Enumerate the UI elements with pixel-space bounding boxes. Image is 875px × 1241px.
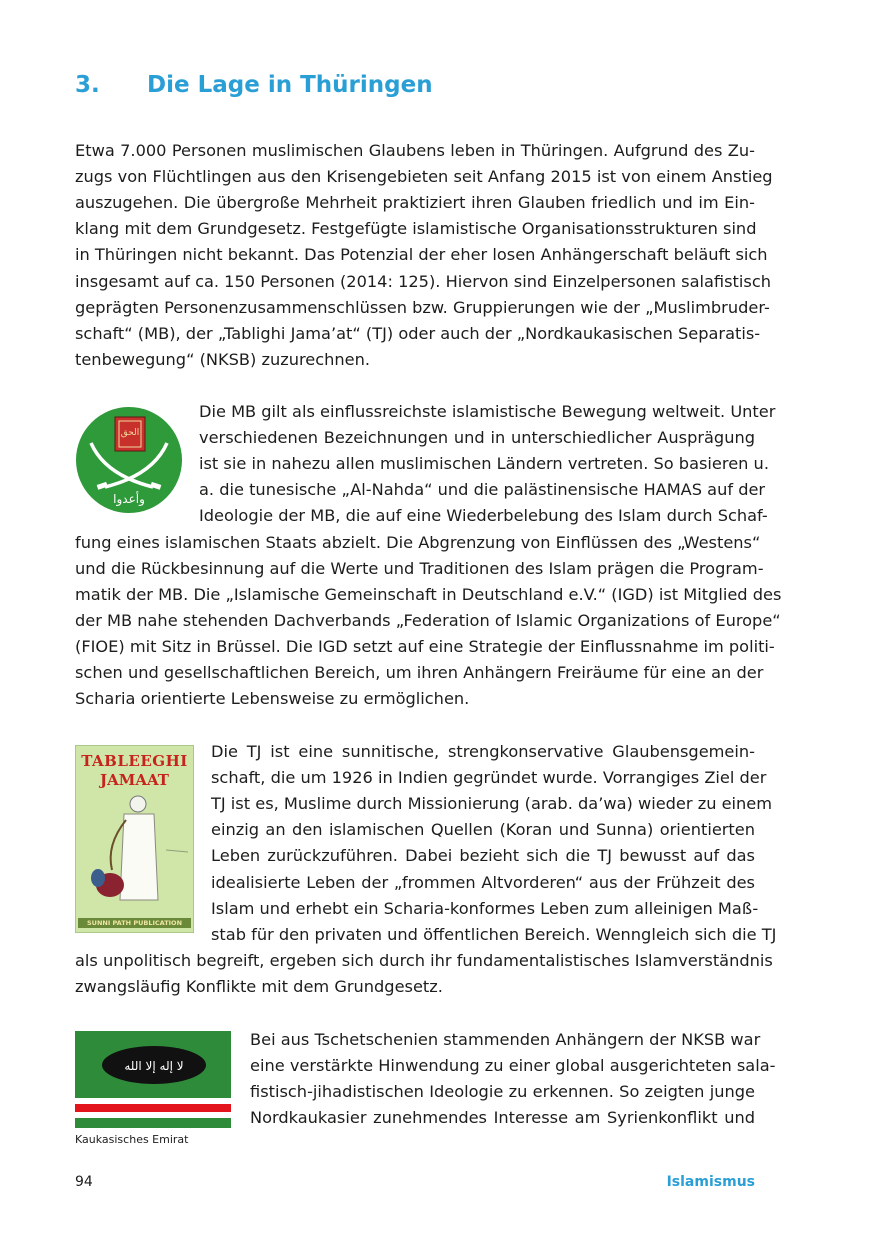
text-line: Scharia orientierte Lebensweise zu ermöglichen. [75,689,470,709]
text-line: zwangsläufig Konflikte mit dem Grundgesetz. [75,976,443,996]
text-line: eine verstärkte Hinwendung zu einer global ausgerichteten sala- [250,1056,776,1076]
text-line: matik der MB. Die „Islamische Gemeinschaft in Deutschland e.V.“ (IGD) ist Mitglied des [75,584,782,604]
image-caption: Kaukasisches Emirat [75,1133,189,1146]
text-line: a. die tunesische „Al-Nahda“ und die palästinensische HAMAS auf der [199,480,766,500]
text-line: Die TJ ist eine sunnitische, strengkonservative Glaubensgemein- [211,742,755,761]
text-line: Nordkaukasier zunehmendes Interesse am Syrienkonflikt und [250,1108,755,1128]
text-line: tenbewegung“ (NKSB) zuzurechnen. [75,349,371,369]
text-line: insgesamt auf ca. 150 Personen (2014: 125). Hiervon sind Einzelpersonen salafistisch [75,271,771,291]
text-line: fistisch-jihadistischen Ideologie zu erkennen. So zeigten junge [250,1082,755,1102]
text-line: einzig an den islamischen Quellen (Koran und Sunna) orientierten [211,820,755,840]
section-number: 3. [75,72,100,98]
text-line: ist sie in nahezu allen muslimischen Ländern vertreten. So basieren u. [199,454,769,474]
text-line: schen und gesellschaftlichen Bereich, um ihren Anhängern Freiräume für eine an der [75,663,764,682]
cover-title-line1: TABLEEGHI [81,752,188,770]
section-title: Die Lage in Thüringen [147,72,433,98]
text-line: klang mit dem Grundgesetz. Festgefügte islamistische Organisationsstrukturen sind [75,219,757,239]
text-line: zugs von Flüchtlingen aus den Krisengebieten seit Anfang 2015 ist von einem Anstieg [75,167,773,187]
tablighi-jamaat-book-cover [75,745,194,933]
caucasus-emirate-flag [75,1031,231,1128]
cover-title-line2: JAMAAT [100,771,169,789]
text-line: schaft“ (MB), der „Tablighi Jama’at“ (TJ) oder auch der „Nordkaukasischen Separatis- [75,323,761,343]
text-line: Die MB gilt als einflussreichste islamistische Bewegung weltweit. Unter [199,402,776,421]
text-line: Islam und erhebt ein Scharia-konformes Leben zum alleinigen Maß- [211,898,759,918]
section-heading [75,72,433,98]
text-line: als unpolitisch begreift, ergeben sich durch ihr fundamentalistisches Islamverständnis [75,950,773,970]
cover-figure-illustration [76,790,193,914]
page-number: 94 [75,1174,93,1190]
muslim-brotherhood-emblem [75,405,183,515]
text-line: Leben zurückzuführen. Dabei bezieht sich die TJ bewusst auf das [211,846,755,866]
text-line: fung eines islamischen Staats abzielt. Die Abgrenzung von Einflüssen des „Westens“ [75,532,761,552]
emblem-book-text: الحق [120,428,140,438]
text-line: der MB nahe stehenden Dachverbands „Federation of Islamic Organizations of Europe“ [75,610,781,630]
text-line: Bei aus Tschetschenien stammenden Anhängern der NKSB war [250,1030,761,1049]
text-line: auszugehen. Die übergroße Mehrheit praktiziert ihren Glauben friedlich und im Ein- [75,193,755,213]
text-line: stab für den privaten und öffentlichen Bereich. Wenngleich sich die TJ [211,924,777,944]
text-line: Etwa 7.000 Personen muslimischen Glaubens leben in Thüringen. Aufgrund des Zu- [75,141,755,160]
text-line: idealisierte Leben der „frommen Altvorderen“ aus der Frühzeit des [211,872,755,892]
text-line: und die Rückbesinnung auf die Werte und Traditionen des Islam prägen die Program- [75,558,764,578]
running-footer: Islamismus [666,1174,755,1190]
text-line: in Thüringen nicht bekannt. Das Potenzial der eher losen Anhängerschaft beläuft sich [75,245,768,265]
text-line: Ideologie der MB, die auf eine Wiederbelebung des Islam durch Schaf- [199,506,768,526]
cover-publisher-band: SUNNI PATH PUBLICATION [78,918,191,928]
text-line: TJ ist es, Muslime durch Missionierung (arab. da’wa) wieder zu einem [211,794,773,814]
text-line: schaft, die um 1926 in Indien gegründet wurde. Vorrangiges Ziel der [211,768,767,788]
text-line: (FIOE) mit Sitz in Brüssel. Die IGD setzt auf eine Strategie der Einflussnahme im politi- [75,636,775,656]
text-line: verschiedenen Bezeichnungen und in unterschiedlicher Ausprägung [199,428,755,448]
emblem-bottom-text: وأعدوا [113,492,145,506]
text-line: geprägten Personenzusammenschlüssen bzw. Gruppierungen wie der „Muslimbruder- [75,297,770,317]
flag-script: لا إله إلا الله [124,1059,184,1073]
